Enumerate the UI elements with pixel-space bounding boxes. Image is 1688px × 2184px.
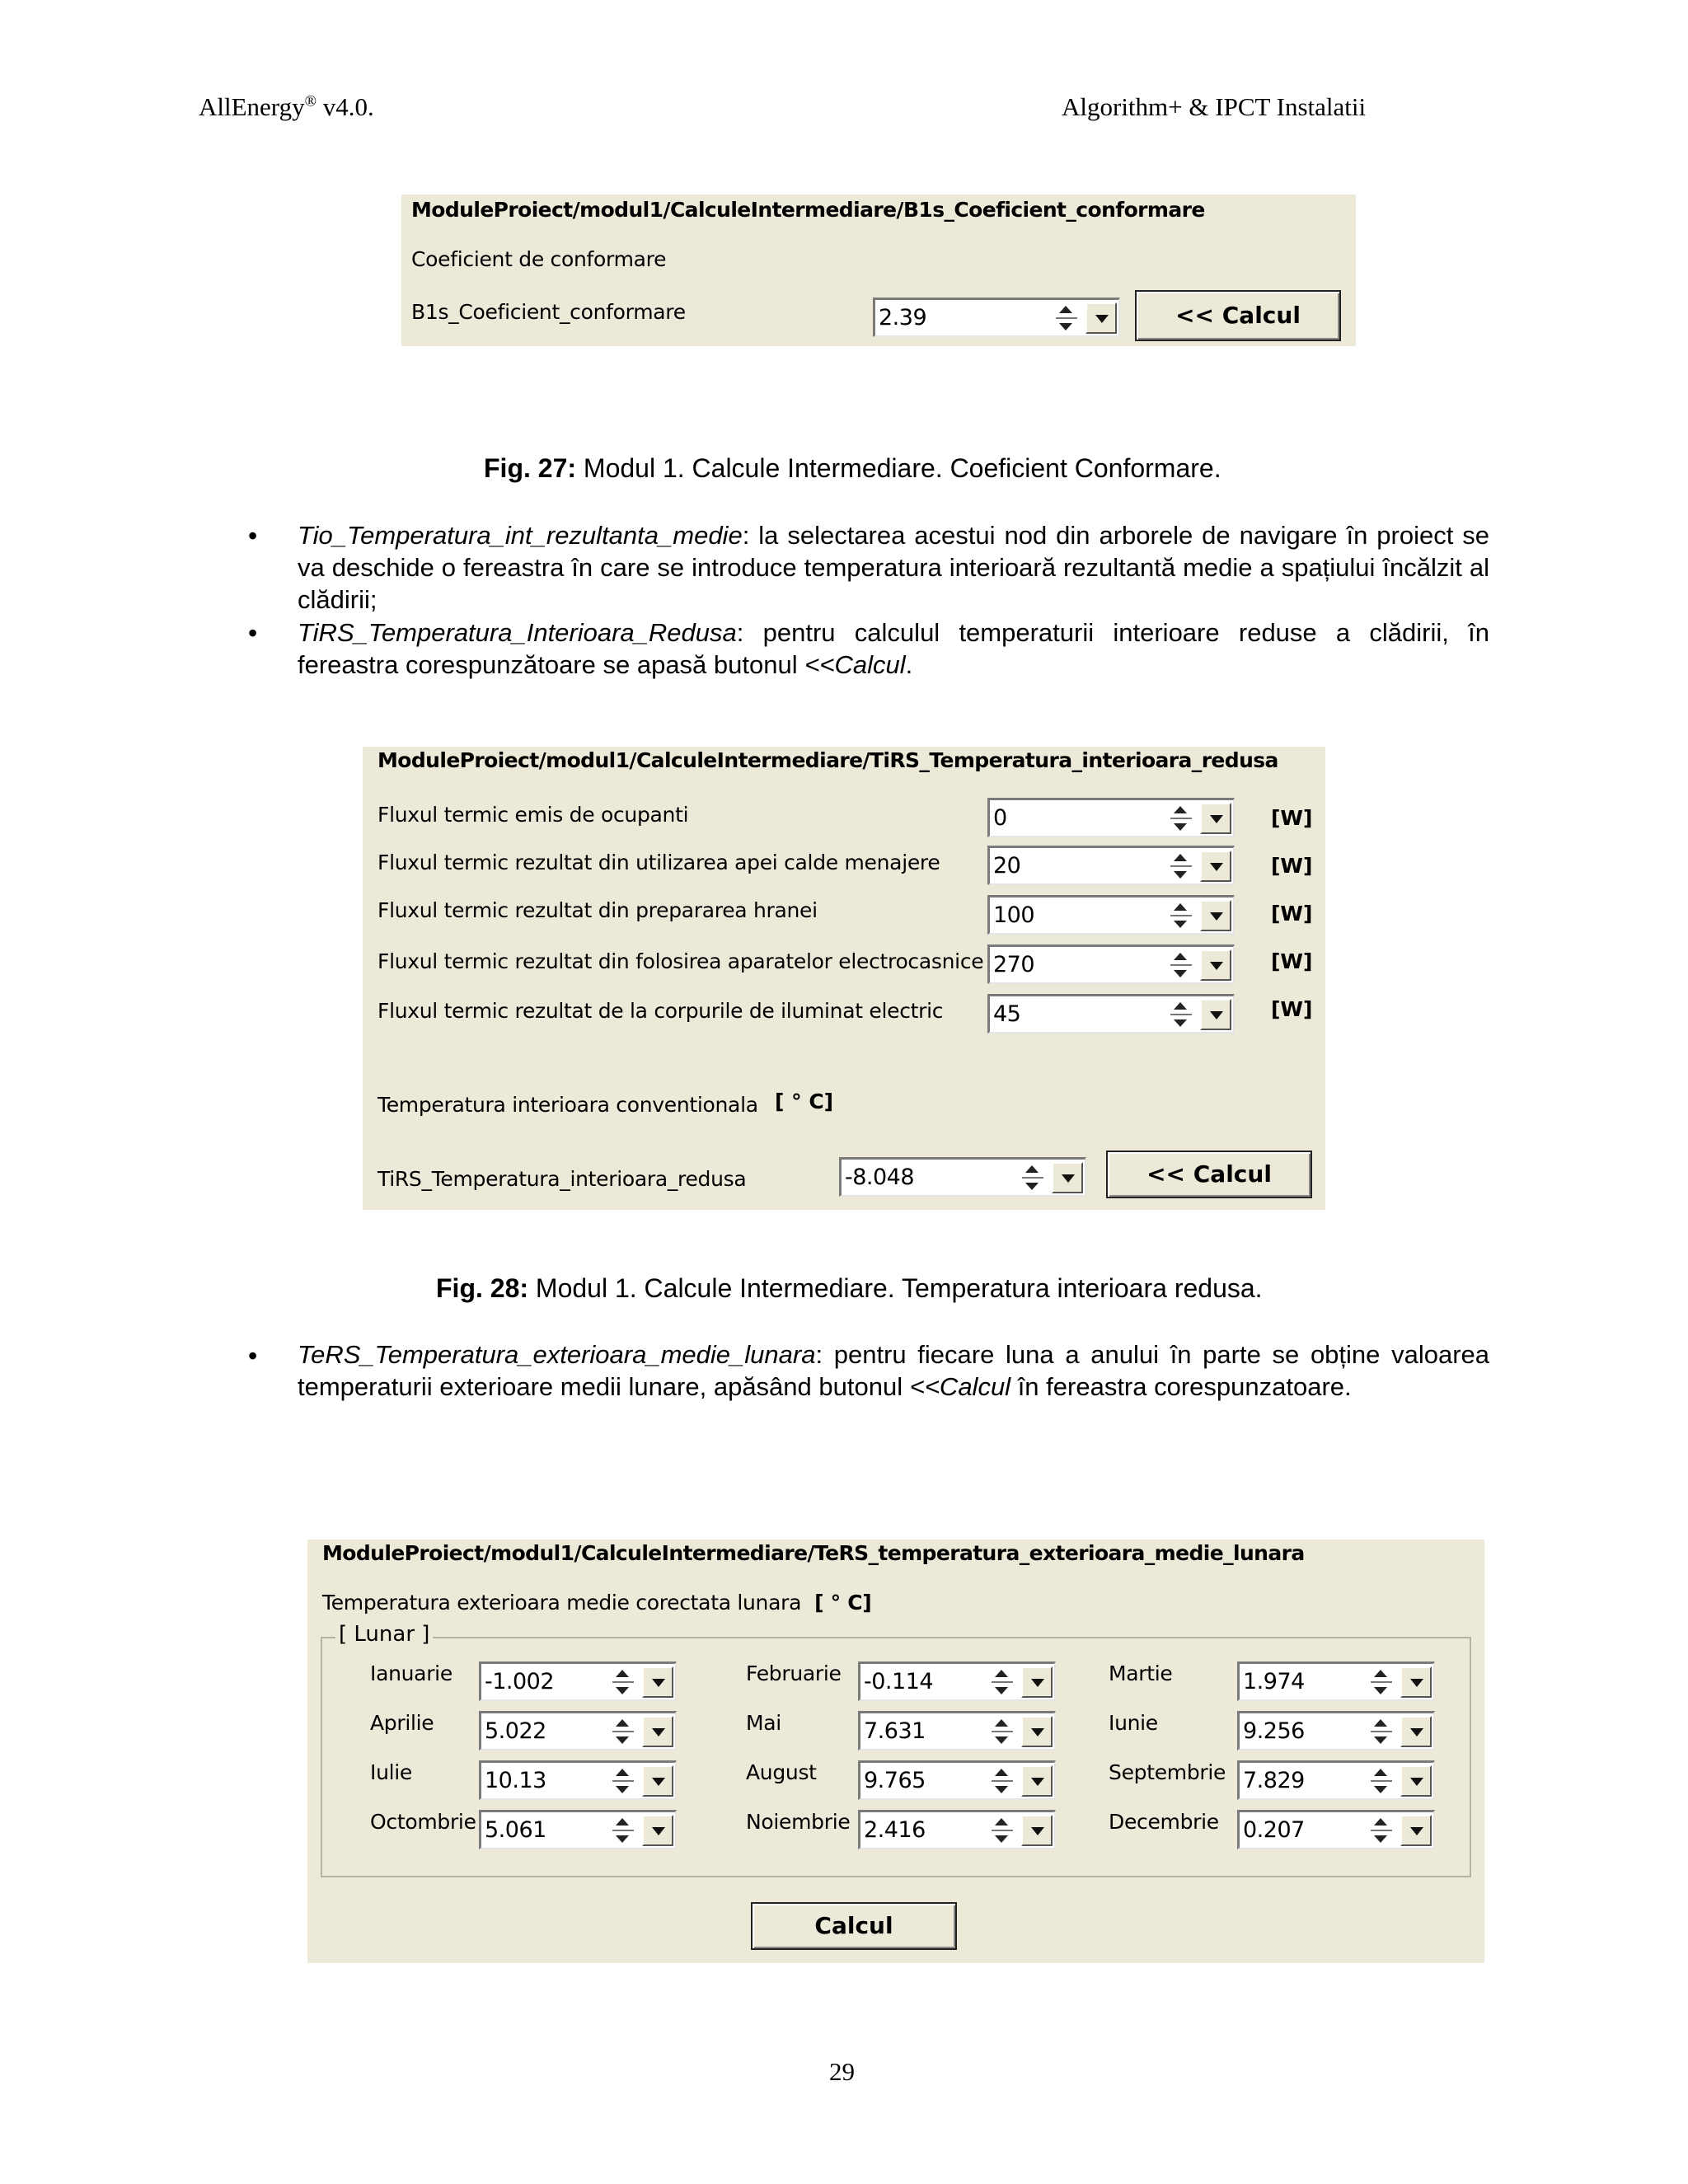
spin-arrows-icon[interactable] — [1367, 1667, 1395, 1697]
spinbox-value: 7.631 — [864, 1718, 926, 1744]
flux-electrocasnice-spinbox[interactable] — [987, 944, 1235, 984]
month-label: Octombrie — [370, 1810, 476, 1834]
dropdown-arrow-icon[interactable] — [1052, 1162, 1083, 1193]
spin-arrows-icon[interactable] — [609, 1816, 637, 1845]
dropdown-arrow-icon[interactable] — [1021, 1666, 1053, 1698]
fig27-field-label: B1s_Coeficient_conformare — [411, 300, 686, 324]
header-company: Algorithm+ & IPCT Instalatii — [1062, 92, 1367, 121]
fig27-caption: Fig. 27: Modul 1. Calcule Intermediare. Coeficient Conformare. — [484, 453, 1221, 483]
spinbox-value: 45 — [993, 1001, 1021, 1027]
flux-ocupanti-label: Fluxul termic emis de ocupanti — [377, 803, 689, 827]
dropdown-arrow-icon[interactable] — [1400, 1765, 1432, 1797]
spin-arrows-icon[interactable] — [1053, 303, 1081, 333]
decembrie-spinbox[interactable] — [1237, 1810, 1435, 1849]
tirs-result-spinbox[interactable] — [839, 1157, 1086, 1197]
fig27-path-title: ModuleProiect/modul1/CalculeIntermediare/B1s_Coeficient_conformare — [411, 198, 1205, 222]
fig28-caption: Fig. 28: Modul 1. Calcule Intermediare. Temperatura interioara redusa. — [436, 1273, 1263, 1303]
dropdown-arrow-icon[interactable] — [642, 1765, 673, 1797]
flux-iluminat-label: Fluxul termic rezultat de la corpurile de iluminat electric — [377, 999, 944, 1023]
month-label: Aprilie — [370, 1711, 434, 1735]
spin-arrows-icon[interactable] — [1167, 950, 1195, 980]
bullet-tirs: TiRS_Temperatura_Interioara_Redusa: pentru calculul temperaturii interioare reduse a clădirii, în fereastra corespunzătoare se apasă butonul <<Calcul. — [298, 618, 1489, 679]
month-label: Decembrie — [1109, 1810, 1219, 1834]
fig27-subtitle: Coeficient de conformare — [411, 247, 667, 271]
spin-arrows-icon[interactable] — [988, 1717, 1016, 1746]
spin-arrows-icon[interactable] — [1167, 804, 1195, 833]
martie-spinbox[interactable] — [1237, 1661, 1435, 1701]
spin-arrows-icon[interactable] — [1019, 1163, 1047, 1193]
fig28-panel — [363, 747, 1325, 1210]
unit-label: [W] — [1271, 949, 1313, 973]
spin-arrows-icon[interactable] — [988, 1816, 1016, 1845]
spinbox-value: 9.256 — [1243, 1718, 1305, 1744]
aprilie-spinbox[interactable] — [479, 1711, 677, 1750]
flux-hrana-label: Fluxul termic rezultat din prepararea hranei — [377, 898, 818, 922]
month-label: August — [746, 1760, 817, 1784]
dropdown-arrow-icon[interactable] — [1400, 1716, 1432, 1747]
spinbox-value: -1.002 — [485, 1669, 555, 1694]
dropdown-arrow-icon[interactable] — [1021, 1765, 1053, 1797]
fig29-subtitle: Temperatura exterioara medie corectata lunara [ ° C] — [322, 1591, 872, 1615]
septembrie-spinbox[interactable] — [1237, 1760, 1435, 1800]
dropdown-arrow-icon[interactable] — [1200, 900, 1231, 931]
lunar-group-label: [ Lunar ] — [335, 1622, 433, 1647]
spin-arrows-icon[interactable] — [988, 1667, 1016, 1697]
dropdown-arrow-icon[interactable] — [1400, 1666, 1432, 1698]
flux-electrocasnice-label: Fluxul termic rezultat din folosirea aparatelor electrocasnice — [377, 949, 984, 973]
dropdown-arrow-icon[interactable] — [642, 1716, 673, 1747]
dropdown-arrow-icon[interactable] — [642, 1815, 673, 1846]
temperatura-conventionala-unit: [ ° C] — [775, 1090, 834, 1113]
spin-arrows-icon[interactable] — [1167, 851, 1195, 881]
spin-arrows-icon[interactable] — [1367, 1717, 1395, 1746]
coeficient-conformare-spinbox[interactable] — [873, 298, 1120, 337]
bullet-marker: • — [248, 1341, 258, 1371]
spinbox-value: 9.765 — [864, 1768, 926, 1793]
dropdown-arrow-icon[interactable] — [1400, 1815, 1432, 1846]
spinbox-value: -8.048 — [845, 1165, 915, 1190]
calcul-button[interactable]: Calcul — [751, 1902, 957, 1950]
dropdown-arrow-icon[interactable] — [1200, 999, 1231, 1030]
spin-arrows-icon[interactable] — [1367, 1816, 1395, 1845]
unit-label: [W] — [1271, 806, 1313, 830]
iulie-spinbox[interactable] — [479, 1760, 677, 1800]
tirs-result-label: TiRS_Temperatura_interioara_redusa — [377, 1167, 747, 1191]
spinbox-value: 7.829 — [1243, 1768, 1305, 1793]
fig29-panel — [307, 1540, 1484, 1963]
spinbox-value: 5.061 — [485, 1817, 546, 1843]
unit-label: [W] — [1271, 997, 1313, 1021]
spinbox-value: 5.022 — [485, 1718, 546, 1744]
spin-arrows-icon[interactable] — [609, 1717, 637, 1746]
unit-label: [W] — [1271, 902, 1313, 926]
unit-label: [W] — [1271, 854, 1313, 878]
bullet-marker: • — [248, 521, 258, 551]
month-label: Februarie — [746, 1661, 842, 1685]
iunie-spinbox[interactable] — [1237, 1711, 1435, 1750]
august-spinbox[interactable] — [858, 1760, 1056, 1800]
header-app-name: AllEnergy® v4.0. — [199, 92, 374, 121]
spin-arrows-icon[interactable] — [1367, 1766, 1395, 1796]
spinbox-value: -0.114 — [864, 1669, 934, 1694]
octombrie-spinbox[interactable] — [479, 1810, 677, 1849]
fig27-panel — [401, 194, 1356, 346]
spin-arrows-icon[interactable] — [988, 1766, 1016, 1796]
spinbox-value: 1.974 — [1243, 1669, 1305, 1694]
mai-spinbox[interactable] — [858, 1711, 1056, 1750]
month-label: Septembrie — [1109, 1760, 1226, 1784]
bullet-marker: • — [248, 618, 258, 648]
month-label: Martie — [1109, 1661, 1173, 1685]
ianuarie-spinbox[interactable] — [479, 1661, 677, 1701]
spinbox-value: 20 — [993, 853, 1021, 879]
flux-apa-calda-spinbox[interactable] — [987, 846, 1235, 885]
bullet-tio: Tio_Temperatura_int_rezultanta_medie: la selectarea acestui nod din arborele de navigare în proiect se va deschide o fereastra în care se introduce temperatura interioară rezultantă medie a spațiului încălzit al clădirii; — [298, 521, 1489, 614]
dropdown-arrow-icon[interactable] — [1200, 949, 1231, 981]
spinbox-value: 10.13 — [485, 1768, 546, 1793]
spinbox-value: 2.416 — [864, 1817, 926, 1843]
temperatura-conventionala-label: Temperatura interioara conventionala — [377, 1093, 758, 1117]
dropdown-arrow-icon[interactable] — [642, 1666, 673, 1698]
month-label: Mai — [746, 1711, 781, 1735]
month-label: Iunie — [1109, 1711, 1158, 1735]
month-label: Ianuarie — [370, 1661, 452, 1685]
month-label: Noiembrie — [746, 1810, 851, 1834]
fig28-path-title: ModuleProiect/modul1/CalculeIntermediare/TiRS_Temperatura_interioara_redusa — [377, 748, 1278, 772]
calcul-button[interactable]: << Calcul — [1135, 290, 1341, 341]
dropdown-arrow-icon[interactable] — [1200, 851, 1231, 882]
spin-arrows-icon[interactable] — [1167, 901, 1195, 930]
februarie-spinbox[interactable] — [858, 1661, 1056, 1701]
spinbox-value: 0 — [993, 805, 1007, 831]
dropdown-arrow-icon[interactable] — [1085, 302, 1117, 334]
flux-ocupanti-spinbox[interactable] — [987, 798, 1235, 837]
fig29-path-title: ModuleProiect/modul1/CalculeIntermediare/TeRS_temperatura_exterioara_medie_lunara — [322, 1541, 1305, 1565]
spin-arrows-icon[interactable] — [609, 1667, 637, 1697]
flux-hrana-spinbox[interactable] — [987, 895, 1235, 935]
spinbox-value: 100 — [993, 902, 1035, 928]
spinbox-value: 270 — [993, 952, 1035, 977]
month-label: Iulie — [370, 1760, 412, 1784]
dropdown-arrow-icon[interactable] — [1021, 1716, 1053, 1747]
spin-arrows-icon[interactable] — [1167, 1000, 1195, 1029]
flux-iluminat-spinbox[interactable] — [987, 994, 1235, 1033]
dropdown-arrow-icon[interactable] — [1200, 803, 1231, 834]
dropdown-arrow-icon[interactable] — [1021, 1815, 1053, 1846]
page-number: 29 — [829, 2057, 855, 2086]
spinbox-value: 2.39 — [879, 305, 927, 330]
noiembrie-spinbox[interactable] — [858, 1810, 1056, 1849]
spin-arrows-icon[interactable] — [609, 1766, 637, 1796]
bullet-ters: TeRS_Temperatura_exterioara_medie_lunara: pentru fiecare luna a anului în parte se obține valoarea temperaturii exterioare medii lunare, apăsând butonul <<Calcul în fereastra corespunzatoare. — [298, 1340, 1489, 1401]
flux-apa-calda-label: Fluxul termic rezultat din utilizarea apei calde menajere — [377, 851, 940, 874]
calcul-button[interactable]: << Calcul — [1106, 1151, 1312, 1198]
spinbox-value: 0.207 — [1243, 1817, 1305, 1843]
